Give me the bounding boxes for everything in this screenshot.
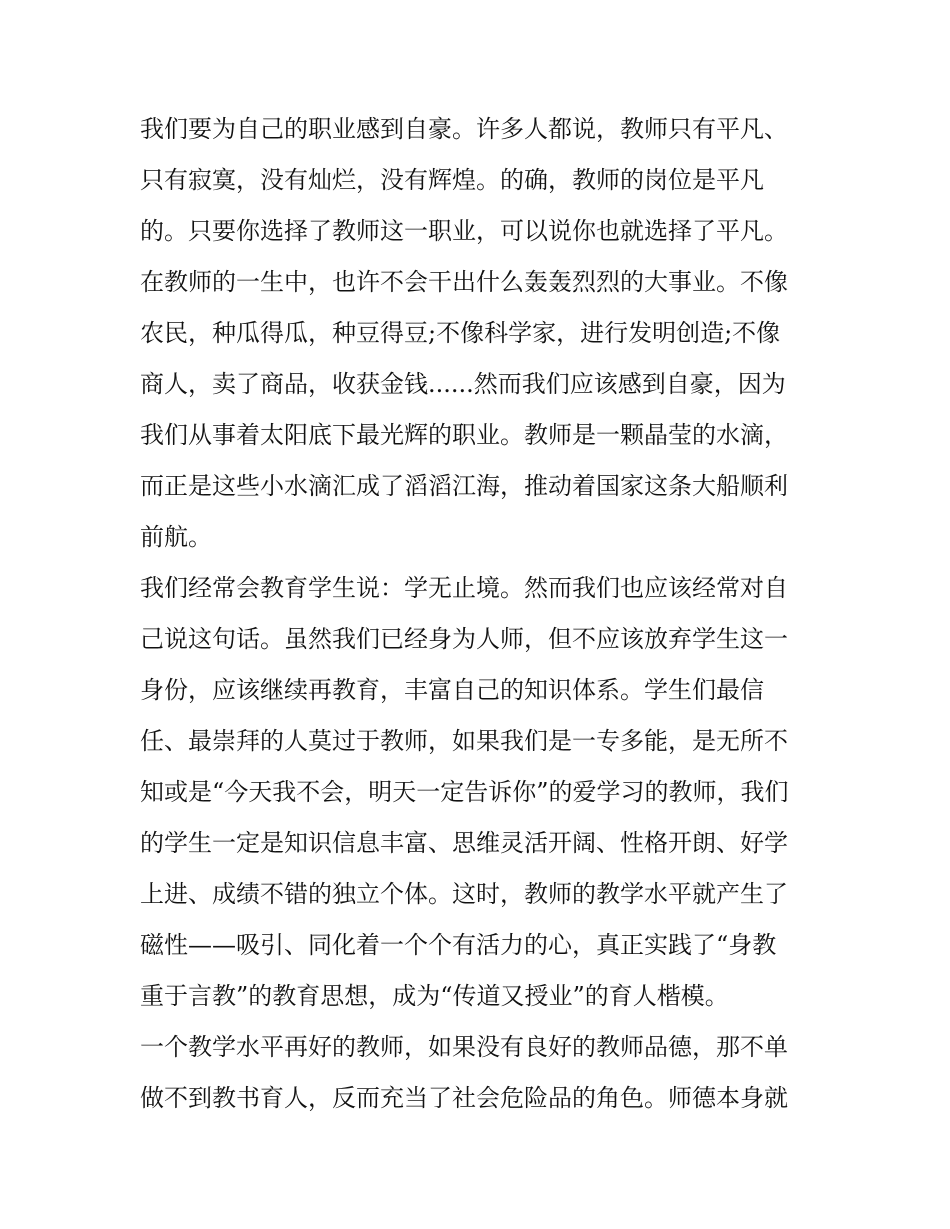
text-line: 的学生一定是知识信息丰富、思维灵活开阔、性格开朗、好学 <box>140 829 788 857</box>
text-line: 商人，卖了商品，收获金钱......然而我们应该感到自豪，因为 <box>140 370 786 398</box>
text-line: 我们经常会教育学生说：学无止境。然而我们也应该经常对自 <box>140 574 788 602</box>
text-line: 做不到教书育人，反而充当了社会危险品的角色。师德本身就 <box>140 1084 788 1112</box>
text-line: 我们要为自己的职业感到自豪。许多人都说，教师只有平凡、 <box>140 115 788 143</box>
text-line: 我们从事着太阳底下最光辉的职业。教师是一颗晶莹的水滴， <box>140 421 788 449</box>
text-line: 的。只要你选择了教师这一职业，可以说你也就选择了平凡。 <box>140 217 788 245</box>
text-line: 前航。 <box>140 523 212 551</box>
body-text <box>140 104 820 1124</box>
text-line: 重于言教”的教育思想，成为“传道又授业”的育人楷模。 <box>140 982 729 1010</box>
text-line: 上进、成绩不错的独立个体。这时，教师的教学水平就产生了 <box>140 880 788 908</box>
text-line: 知或是“今天我不会，明天一定告诉你”的爱学习的教师，我们 <box>140 778 789 806</box>
text-line: 任、最崇拜的人莫过于教师，如果我们是一专多能，是无所不 <box>140 727 788 755</box>
text-line: 在教师的一生中，也许不会干出什么轰轰烈烈的大事业。不像 <box>140 268 788 296</box>
text-line: 只有寂寞，没有灿烂，没有辉煌。的确，教师的岗位是平凡 <box>140 166 764 194</box>
text-line: 农民，种瓜得瓜，种豆得豆;不像科学家，进行发明创造;不像 <box>140 319 781 347</box>
text-line: 磁性——吸引、同化着一个个有活力的心，真正实践了“身教 <box>140 931 777 959</box>
text-line: 而正是这些小水滴汇成了滔滔江海，推动着国家这条大船顺利 <box>140 472 788 500</box>
text-line: 己说这句话。虽然我们已经身为人师，但不应该放弃学生这一 <box>140 625 788 653</box>
text-line: 身份，应该继续再教育，丰富自己的知识体系。学生们最信 <box>140 676 764 704</box>
text-line: 一个教学水平再好的教师，如果没有良好的教师品德，那不单 <box>140 1033 788 1061</box>
